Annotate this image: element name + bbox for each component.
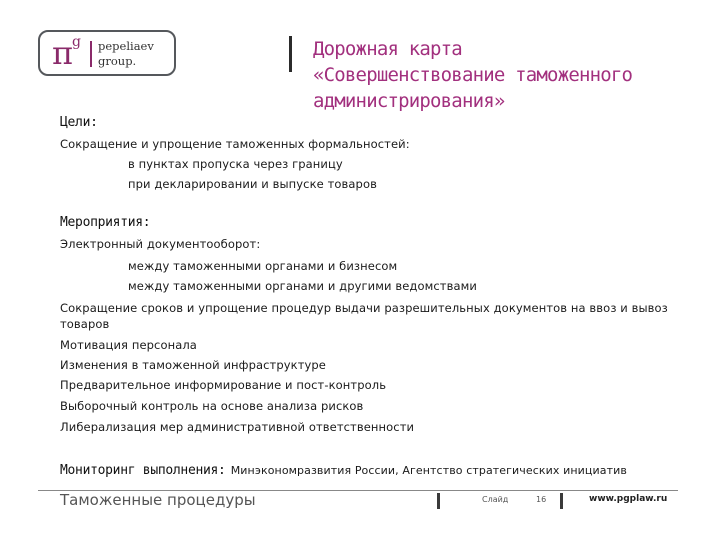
measures-item-continuation: товаров — [60, 317, 110, 331]
footer-slide-label: Слайд — [482, 495, 509, 504]
logo-superscript: g — [72, 34, 81, 50]
footer-section-name: Таможенные процедуры — [60, 491, 256, 509]
title-accent-bar — [289, 36, 292, 72]
title-line-3: администрирования» — [313, 90, 505, 112]
goals-heading: Цели: — [60, 115, 98, 130]
monitoring-heading: Мониторинг выполнения: — [60, 463, 226, 478]
measures-sub-item: между таможенными органами и бизнесом — [128, 259, 398, 273]
title-line-2: «Совершенствование таможенного — [313, 64, 633, 86]
slide-title — [313, 36, 713, 114]
footer-website-link[interactable]: www.pgplaw.ru — [589, 494, 668, 504]
footer-slide-number: 16 — [536, 495, 547, 504]
logo-pi-symbol: π — [52, 34, 74, 72]
footer-separator — [560, 493, 563, 509]
measures-heading: Мероприятия: — [60, 215, 151, 230]
logo-text-line1: pepeliaev — [98, 39, 154, 53]
measures-item: Мотивация персонала — [60, 338, 197, 352]
measures-item: Выборочный контроль на основе анализа рисков — [60, 399, 364, 413]
goals-item: при декларировании и выпуске товаров — [128, 177, 377, 191]
logo-divider — [90, 41, 92, 67]
measures-item: Изменения в таможенной инфраструктуре — [60, 358, 326, 372]
footer-separator — [437, 493, 440, 509]
measures-sub-item: между таможенными органами и другими ведомствами — [128, 279, 477, 293]
measures-lead: Электронный документооборот: — [60, 237, 261, 251]
measures-item: Сокращение сроков и упрощение процедур выдачи разрешительных документов на ввоз и вывоз — [60, 301, 668, 315]
monitoring-text: Минэкономразвития России, Агентство стратегических инициатив — [230, 464, 627, 477]
goals-lead: Сокращение и упрощение таможенных формальностей: — [60, 137, 410, 151]
company-logo — [38, 30, 176, 76]
monitoring-row — [60, 459, 627, 481]
measures-item: Либерализация мер административной ответственности — [60, 420, 415, 434]
logo-text-line2: group. — [98, 54, 137, 68]
goals-item: в пунктах пропуска через границу — [128, 157, 343, 171]
measures-item: Предварительное информирование и пост-контроль — [60, 378, 387, 392]
title-line-1: Дорожная карта — [313, 38, 462, 60]
